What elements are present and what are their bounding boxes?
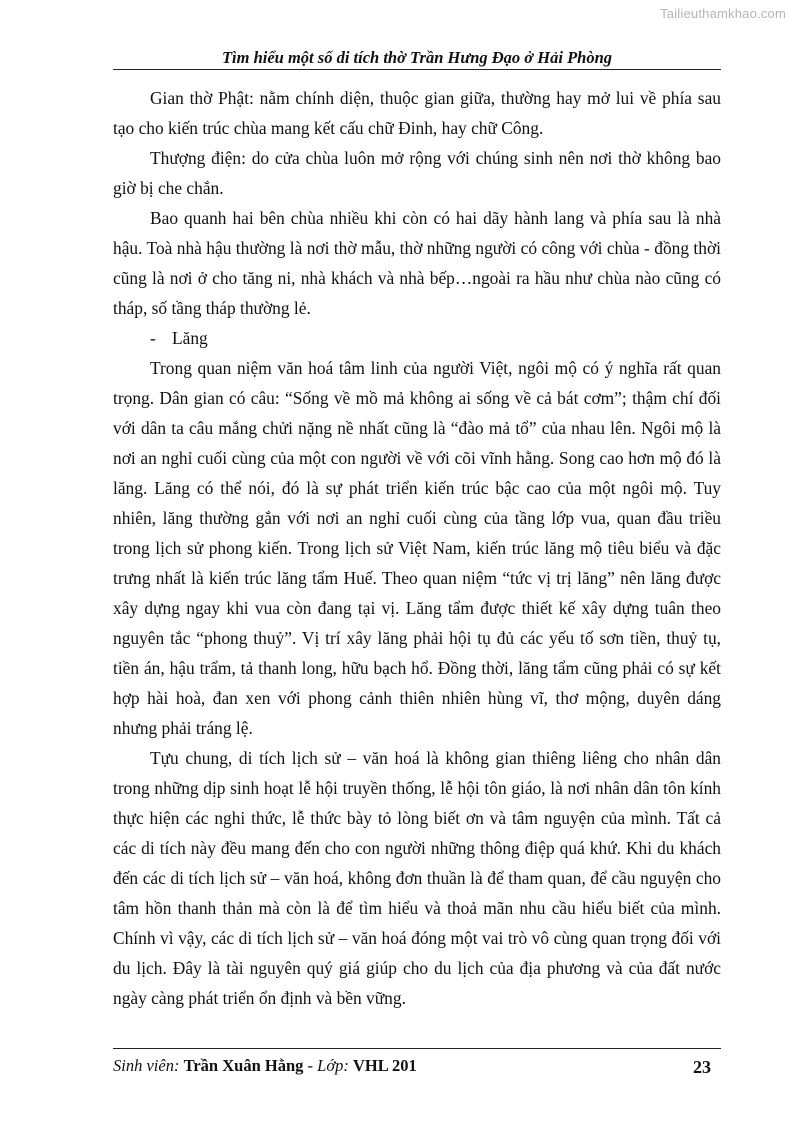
page-footer: Sinh viên: Trần Xuân Hằng - Lớp: VHL 201 23 <box>113 1056 711 1077</box>
page-number: 23 <box>693 1057 711 1077</box>
paragraph: Gian thờ Phật: nằm chính diện, thuộc gian giữa, thường hay mở lui về phía sau tạo cho kiến trúc chùa mang kết cấu chữ Đinh, hay chữ Công. <box>113 88 721 138</box>
class-value: VHL 201 <box>353 1056 417 1075</box>
document-body <box>113 83 721 1013</box>
paragraph: Trong quan niệm văn hoá tâm linh của người Việt, ngôi mộ có ý nghĩa rất quan trọng. Dân gian có câu: “Sống về mồ mả không ai sống về cả bát cơm”; thậm chí đối với dân ta câu mắng chửi nặng nề nhất cũng là “đào mả tổ” của nhau lên. Ngôi mộ là nơi an nghỉ cuối cùng của một con người về với cõi vĩnh hằng. Song cao hơn mộ đó là lăng. Lăng có thể nói, đó là sự phát triển kiến trúc bậc cao của một ngôi mộ. Tuy nhiên, lăng thường gắn với nơi an nghỉ cuối cùng của tầng lớp vua, quan đầu triều trong lịch sử phong kiến. Trong lịch sử Việt Nam, kiến trúc lăng mộ tiêu biểu và đặc trưng nhất là kiến trúc lăng tẩm Huế. Theo quan niệm “tức vị trị lăng” nên lăng được xây dựng ngay khi vua còn đang tại vị. Lăng tẩm được thiết kế xây dựng tuân theo nguyên tắc “phong thuỷ”. Vị trí xây lăng phải hội tụ đủ các yếu tố sơn tiền, thuỷ tụ, tiền án, hậu trẩm, tả thanh long, hữu bạch hổ. Đồng thời, lăng tẩm cũng phải có sự kết hợp hài hoà, đan xen với phong cảnh thiên nhiên hùng vĩ, thơ mộng, duyên dáng nhưng phải tráng lệ. <box>113 358 721 738</box>
paragraph: Bao quanh hai bên chùa nhiều khi còn có hai dãy hành lang và phía sau là nhà hậu. Toà nhà hậu thường là nơi thờ mẫu, thờ những người có công với chùa - đồng thời cũng là nơi ở cho tăng ni, nhà khách và nhà bếp…ngoài ra hầu như chùa nào cũng có tháp, số tầng tháp thường lẻ. <box>113 208 721 318</box>
paragraph: Thượng điện: do cửa chùa luôn mở rộng với chúng sinh nên nơi thờ không bao giờ bị che chắn. <box>113 148 721 198</box>
header-divider <box>113 69 721 70</box>
student-name: Trần Xuân Hằng <box>183 1056 304 1075</box>
watermark: Tailieuthamkhao.com <box>660 6 786 21</box>
section-heading-lang <box>113 323 721 353</box>
page-header-title: Tìm hiểu một số di tích thờ Trần Hưng Đạo ở Hải Phòng <box>221 48 613 67</box>
paragraph: Tựu chung, di tích lịch sử – văn hoá là không gian thiêng liêng cho nhân dân trong những dịp sinh hoạt lễ hội truyền thống, lễ hội tôn giáo, là nơi nhân dân tôn kính thực hiện các nghi thức, lễ thức bày tỏ lòng biết ơn và tâm nguyện của mình. Tất cả các di tích này đều mang đến cho con người những thông điệp quá khứ. Khi du khách đến các di tích lịch sử – văn hoá, không đơn thuần là để tham quan, để cầu nguyện cho tâm hồn thanh thản mà còn là để tìm hiểu và thoả mãn nhu cầu hiểu biết của mình. Chính vì vậy, các di tích lịch sử – văn hoá đóng một vai trò vô cùng quan trọng đối với du lịch. Đây là tài nguyên quý giá giúp cho du lịch của địa phương và của đất nước ngày càng phát triển ổn định và bền vững. <box>113 748 721 1008</box>
list-dash: - <box>150 328 156 348</box>
section-heading-text: Lăng <box>172 328 208 348</box>
class-label: Lớp <box>317 1056 344 1075</box>
student-label: Sinh viên <box>113 1056 174 1075</box>
footer-divider <box>113 1048 721 1049</box>
